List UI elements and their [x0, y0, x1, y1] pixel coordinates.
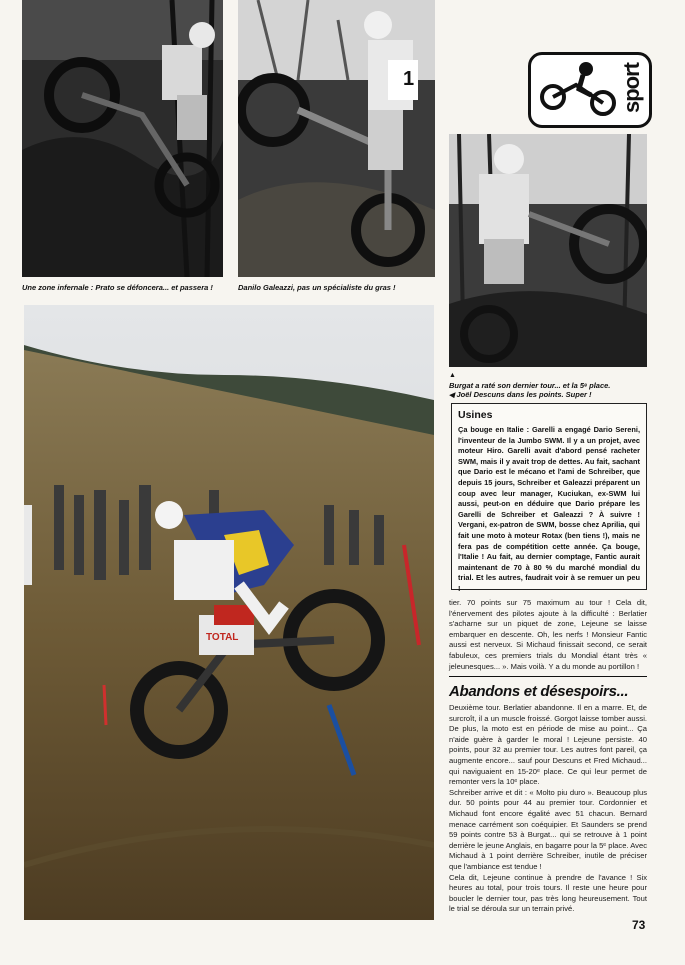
photo-main-rider — [24, 305, 434, 920]
photo-prato-zone — [22, 0, 223, 277]
caption-photo3-line2: Joël Descuns dans les points. Super ! — [456, 390, 592, 400]
usines-box — [451, 403, 647, 593]
caption-photo3 — [449, 370, 649, 401]
article-body — [449, 703, 647, 915]
photo-galeazzi — [238, 0, 435, 277]
article-paragraph: Deuxième tour. Berlatier abandonne. Il en a marre. Et, de surcroît, il a un muscle froissé. Gorgot laisse tomber aussi. De plus, la moto est en période de mise au point... Ça n'aide guère à garder le moral ! Lejeune persiste. 40 points, pour 32 au premier tour. Les autres font pareil, ça augmente encore... sauf pour Descuns et Fred Michaud... qui naviguaient en 15-20ᵉ place. Ce qui leur permet de remonter vers la 10ᵉ place. — [449, 703, 647, 787]
article-paragraph: Schreiber arrive et dit : « Molto piu duro ». Beaucoup plus dur. 50 points pour 44 au premier tour. Cordonnier et Michaud font encore égalité avec 51 chacun. Bernard menace carrément son coéquipier. Et Saunders se prend 59 points contre 53 à Burgat... qui se retrouve à 1 point derrière le jeune Anglais, en bagarre pour la 5ᵉ place. Avec Michaud à 1 point derrière Schreiber, inutile de préciser que l'ambiance est tendue ! — [449, 787, 647, 871]
usines-body: Ça bouge en Italie : Garelli a engagé Dario Sereni, l'inventeur de la Jumbo SWM. Il y a un projet, avec moteur Hiro. Garelli avait d'abord pensé racheter SWM, mais il y avait trop de dettes. Au fait, sachant que Dario est le mécano et l'ami de Schreiber, que depuis 15 jours, Schreiber et Galeazzi préparent un coup avec leur manager, Kuciukan, ex-SWM lui aussi, peut-on en déduire que Dario prépare les Garelli de Schreiber et Galeazzi ? À suivre ! Vergani, ex-patron de SWM, bosse chez Aprilia, qui fait une moto à moteur Rotax (ben tiens !), mais ne fera pas de compétition cette année. Ça bouge, l'Italie ! Au fait, au dernier comptage, Fantic aurait maintenant de 70 à 80 % du marché mondial du trial. Et les autres, faudrait voir à se remuer un peu ! — [458, 425, 640, 593]
article-para1 — [449, 598, 647, 672]
sport-logo — [528, 52, 652, 128]
svg-text:1: 1 — [403, 68, 415, 90]
article-paragraph: tier. 70 points sur 75 maximum au tour ! Cela dit, l'énervement des pilotes ajoute à la difficulté : Berlatier s'acharne sur un piquet de zone, Lejeune se laisse embarquer en descente. Oh, les nerfs ! Monsieur Fantic aussi est nerveux. Si Michaud finissait second, ce serait fabuleux, ces premiers trials du Mondial étant très « jeleunesques... ». Mais voilà. Y a du monde au portillon ! — [449, 598, 647, 671]
photo-burgat — [449, 134, 647, 367]
article-paragraph: Cela dit, Lejeune continue à prendre de l'avance ! Six heures au total, pour trois tours. Il reste une heure pour boucler le dernier tour, pas très long heureusement. Tout le trial se déroula sur un terrain privé. — [449, 872, 647, 914]
arrow-left-icon: ◀ — [449, 392, 455, 400]
caption-photo3-line1: Burgat a raté son dernier tour... et la 5ᵉ place. — [449, 380, 611, 390]
caption-photo2: Danilo Galeazzi, pas un spécialiste du gras ! — [238, 283, 396, 292]
svg-text:TOTAL: TOTAL — [206, 632, 239, 643]
usines-title: Usines — [458, 409, 493, 421]
page-number: 73 — [632, 918, 646, 932]
section-heading: Abandons et désespoirs... — [449, 676, 647, 700]
logo-text: sport — [619, 63, 644, 113]
arrow-up-icon: ▲ — [449, 372, 456, 379]
caption-photo1: Une zone infernale : Prato se défoncera... et passera ! — [22, 283, 213, 292]
